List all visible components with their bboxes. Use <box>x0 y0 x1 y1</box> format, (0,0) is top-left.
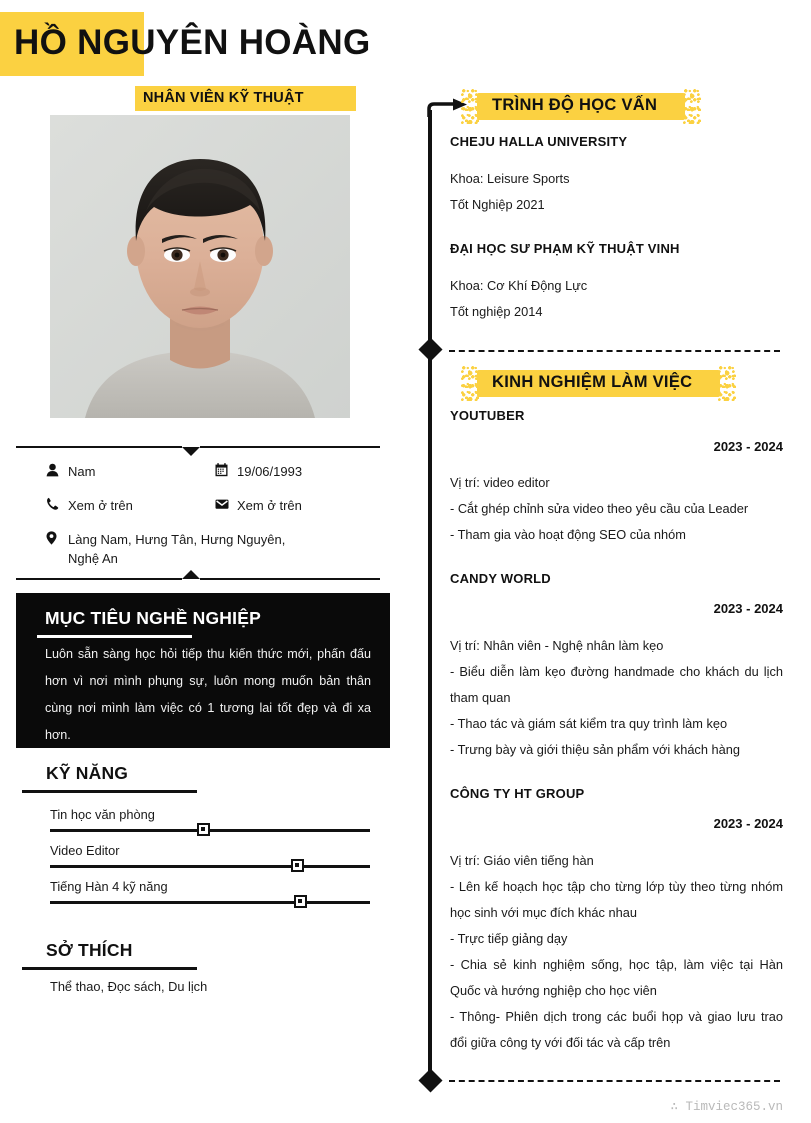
timeline-dashed-experience <box>449 350 780 352</box>
experience-period-2: 2023 - 2024 <box>713 816 783 831</box>
skills-underline <box>22 790 197 793</box>
skill-label-1: Video Editor <box>50 843 120 858</box>
avatar <box>50 115 350 418</box>
career-objective-underline <box>37 635 192 638</box>
experience-period-1: 2023 - 2024 <box>713 601 783 616</box>
experience-duty-2-0: - Lên kế hoạch học tập cho từng lớp tùy theo từng nhóm học sinh với mục đích khác nhau <box>450 879 783 920</box>
skill-knob-0[interactable] <box>197 823 210 836</box>
contact-bottom-rule-left <box>16 578 182 580</box>
envelope-icon <box>215 496 237 511</box>
timeline-diamond-bottom <box>418 1068 442 1092</box>
timeline-vertical-line <box>428 110 432 1085</box>
timeline-dashed-bottom <box>449 1080 780 1082</box>
person-icon <box>46 462 68 477</box>
experience-position-2: Vị trí: Giáo viên tiếng hàn <box>450 853 594 868</box>
experience-duty-0-0: - Cắt ghép chỉnh sửa video theo yêu cầu của Leader <box>450 501 749 516</box>
experience-heading: KINH NGHIỆM LÀM VIỆC <box>492 373 693 391</box>
experience-period-0: 2023 - 2024 <box>713 439 783 454</box>
education-major-0: Khoa: Leisure Sports <box>450 171 570 186</box>
contact-bottom-rule-right <box>200 578 380 580</box>
skill-knob-1[interactable] <box>291 859 304 872</box>
job-title: NHÂN VIÊN KỸ THUẬT <box>143 90 304 106</box>
experience-duty-2-1: - Trực tiếp giảng dạy <box>450 931 568 946</box>
experience-position-0: Vị trí: video editor <box>450 475 550 490</box>
phone-icon <box>46 496 68 511</box>
experience-duty-2-2: - Chia sẻ kinh nghiệm sống, học tập, làm việc tại Hàn Quốc và hướng nghiệp cho học viên <box>450 957 783 998</box>
contact-address-value <box>68 530 285 568</box>
experience-duty-1-0: - Biểu diễn làm kẹo đường handmade cho khách du lịch tham quan <box>450 664 783 705</box>
timeline-diamond-experience <box>418 337 442 361</box>
contact-address-line1: Làng Nam, Hưng Tân, Hưng Nguyên, <box>68 532 286 547</box>
experience-company-2: CÔNG TY HT GROUP <box>450 786 585 801</box>
contact-address-line2: Nghệ An <box>68 551 118 566</box>
contact-gender-value: Nam <box>68 464 96 479</box>
experience-duty-2-3: - Thông- Phiên dịch trong các buổi họp và giao lưu trao đổi giữa công ty với đối tác và cấp trên <box>450 1009 783 1050</box>
contact-birthday-value: 19/06/1993 <box>237 464 303 479</box>
experience-company-1: CANDY WORLD <box>450 571 551 586</box>
education-school-1: ĐẠI HỌC SƯ PHẠM KỸ THUẬT VINH <box>450 241 680 256</box>
skills-heading: KỸ NĂNG <box>46 763 129 783</box>
location-pin-icon <box>46 530 68 545</box>
contact-email <box>215 496 302 515</box>
experience-duty-1-2: - Trưng bày và giới thiệu sản phẩm với khách hàng <box>450 742 740 757</box>
skill-knob-2[interactable] <box>294 895 307 908</box>
contact-phone-value: Xem ở trên <box>68 498 133 513</box>
experience-company-0: YOUTUBER <box>450 408 525 423</box>
contact-address <box>46 530 285 568</box>
skill-label-2: Tiếng Hàn 4 kỹ năng <box>50 879 168 894</box>
experience-duty-1-1: - Thao tác và giám sát kiểm tra quy trình làm kẹo <box>450 716 728 731</box>
skill-label-0: Tin học văn phòng <box>50 807 155 822</box>
contact-top-triangle <box>182 447 200 456</box>
career-objective-panel <box>16 593 390 748</box>
experience-position-1: Vị trí: Nhân viên - Nghệ nhân làm kẹo <box>450 638 664 653</box>
education-graduation-1: Tốt nghiệp 2014 <box>450 304 543 319</box>
hobbies-underline <box>22 967 197 970</box>
contact-phone <box>46 496 133 515</box>
calendar-icon <box>215 462 237 477</box>
career-objective-body: Luôn sẵn sàng học hỏi tiếp thu kiến thức mới, phấn đấu hơn vì nơi mình phụng sự, luôn mong muốn bản thân cùng nơi mình làm việc có 1 tương lai tốt đẹp và đi xa hơn. <box>45 647 371 742</box>
contact-email-value: Xem ở trên <box>237 498 302 513</box>
skill-track-2[interactable] <box>50 901 370 904</box>
footer-brand: ∴ Timviec365.vn <box>670 1100 783 1114</box>
experience-duty-0-1: - Tham gia vào hoạt động SEO của nhóm <box>450 527 686 542</box>
skill-track-1[interactable] <box>50 865 370 868</box>
contact-bottom-triangle <box>182 570 200 579</box>
contact-top-rule-left <box>16 446 182 448</box>
contact-top-rule-right <box>200 446 380 448</box>
contact-birthday <box>215 462 302 481</box>
education-school-0: CHEJU HALLA UNIVERSITY <box>450 134 628 149</box>
hobbies-heading: SỞ THÍCH <box>46 940 133 960</box>
education-major-1: Khoa: Cơ Khí Động Lực <box>450 278 588 293</box>
hobbies-text: Thể thao, Đọc sách, Du lịch <box>50 979 208 994</box>
skill-track-0[interactable] <box>50 829 370 832</box>
contact-gender <box>46 462 95 481</box>
education-graduation-0: Tốt Nghiệp 2021 <box>450 197 545 212</box>
education-heading: TRÌNH ĐỘ HỌC VẤN <box>492 96 658 114</box>
page-title: HỒ NGUYÊN HOÀNG <box>14 23 371 62</box>
career-objective-heading: MỤC TIÊU NGHỀ NGHIỆP <box>45 608 261 628</box>
